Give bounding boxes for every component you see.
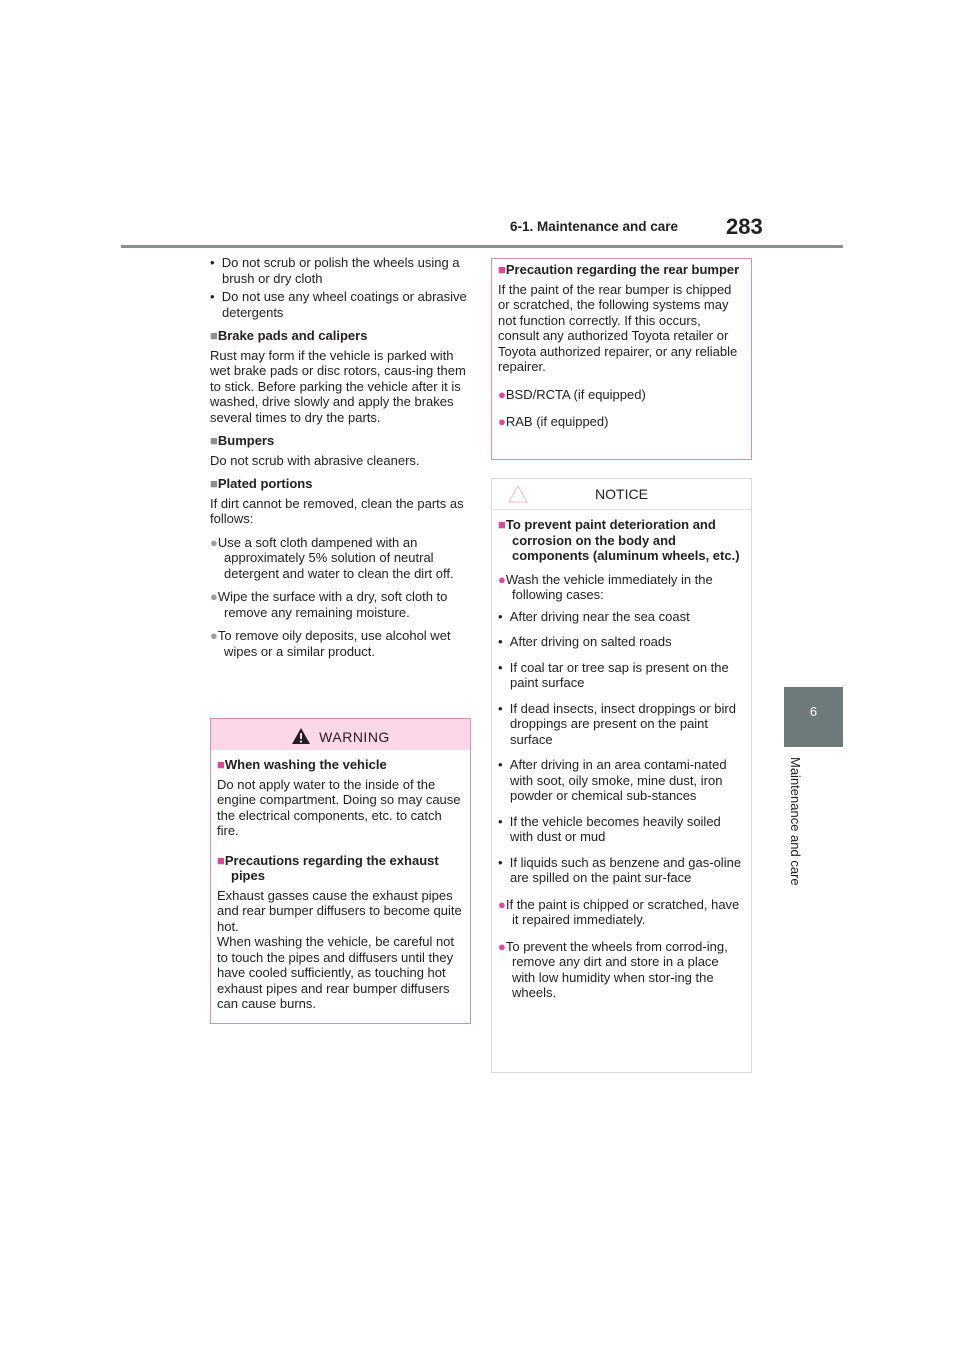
left-column [210,255,468,659]
warning-triangle-icon [291,727,311,745]
square-bullet-icon: ■ [210,476,218,491]
warning-text: Do not apply water to the inside of the engine compartment. Doing so may cause the electrical components, etc. to catch fire. [217,776,461,838]
square-bullet-icon: ■ [217,757,225,772]
notice-case: • After driving in an area contami-nated with soot, oily smoke, mine dust, iron powder or chemical sub-stances [498,757,727,803]
precaution-item: ●RAB (if equipped) [498,414,609,429]
notice-case: • If the vehicle becomes heavily soiled with dust or mud [498,813,721,844]
square-bullet-icon: ■ [217,852,225,868]
chapter-tab [784,687,843,747]
notice-heading: ■To prevent paint deterioration and corrosion on the body and components (aluminum wheels, etc.) [498,517,740,563]
warning-heading: ■Precautions regarding the exhaust pipes [217,852,439,883]
bumpers-text: Do not scrub with abrasive cleaners. [210,452,420,468]
square-bullet-icon: ■ [498,262,506,277]
warning-text: Exhaust gasses cause the exhaust pipes and rear bumper diffusers to become quite hot. [217,887,462,934]
circle-bullet-icon: ● [498,414,506,429]
plated-heading: ■Plated portions [210,476,313,491]
wheel-bullet: • Do not use any wheel coatings or abrasive detergents [210,289,467,320]
circle-bullet-icon: ● [498,386,506,402]
section-title: 6-1. Maintenance and care [510,219,679,234]
precaution-box [491,258,752,460]
bumpers-heading: ■Bumpers [210,433,275,448]
notice-case: • If liquids such as benzene and gas-oline are spilled on the paint sur-face [498,854,742,885]
page-number: 283 [726,214,763,239]
wheel-bullet: • Do not scrub or polish the wheels using a brush or dry cloth [210,255,460,286]
notice-item: ●To prevent the wheels from corrod-ing, remove any dirt and store in a place with low humidity when stor-ing the wheels. [498,938,728,1000]
precaution-text: If the paint of the rear bumper is chipped or scratched, the following systems may not function correctly. If this occurs, consult any authorized Toyota retailer or Toyota authorized repairer, or any reliable repairer. [498,281,738,374]
plated-text: If dirt cannot be removed, clean the parts as follows: [210,495,464,526]
plated-item: ●Use a soft cloth dampened with an approximately 5% solution of neutral detergent and water to clean the dirt off. [210,534,454,581]
plated-item: ●Wipe the surface with a dry, soft cloth to remove any remaining moisture. [210,589,448,620]
square-bullet-icon: ■ [210,433,218,448]
square-bullet-icon: ■ [498,517,506,532]
precaution-item: ●BSD/RCTA (if equipped) [498,386,646,402]
warning-heading: ■When washing the vehicle [217,757,387,772]
notice-case: • If dead insects, insect droppings or bird droppings are present on the paint surface [498,700,736,747]
notice-item: ●If the paint is chipped or scratched, have it repaired immediately. [498,896,740,927]
notice-header [492,479,751,510]
warning-text: When washing the vehicle, be careful not to touch the pipes and diffusers until they have cooled sufficiently, as touching hot exhaust pipes and rear bumper diffusers can cause burns. [217,934,455,1011]
chapter-label: Maintenance and care [788,757,803,886]
circle-bullet-icon: ● [498,896,506,912]
precaution-heading: ■Precaution regarding the rear bumper [498,262,740,277]
chapter-number: 6 [809,704,818,719]
warning-box [210,718,471,1024]
notice-case: • After driving on salted roads [498,634,672,649]
warning-header [211,719,470,750]
circle-bullet-icon: ● [210,589,218,604]
brake-heading: ■Brake pads and calipers [210,328,368,343]
notice-case: • If coal tar or tree sap is present on the paint surface [498,659,729,690]
circle-bullet-icon: ● [210,534,218,550]
brake-text: Rust may form if the vehicle is parked with wet brake pads or disc rotors, caus-ing them to stick. Before parking the vehicle after it is washed, drive slowly and apply the brakes several times to dry the parts. [210,347,466,425]
circle-bullet-icon: ● [210,628,218,643]
notice-box [491,478,752,1073]
header-divider [121,245,843,248]
circle-bullet-icon: ● [498,938,506,954]
notice-title: NOTICE [595,486,648,502]
circle-bullet-icon: ● [498,571,506,587]
notice-item: ●Wash the vehicle immediately in the following cases: [498,571,713,602]
notice-case: • After driving near the sea coast [498,608,690,624]
warning-title: WARNING [319,729,390,745]
plated-item: ●To remove oily deposits, use alcohol wet wipes or a similar product. [210,628,451,659]
square-bullet-icon: ■ [210,328,218,343]
